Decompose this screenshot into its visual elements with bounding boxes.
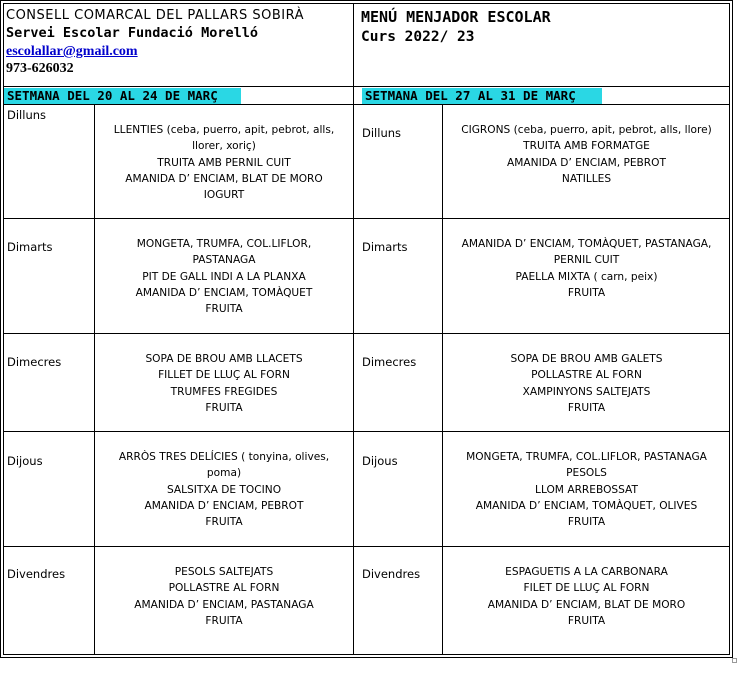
menu-title: MENÚ MENJADOR ESCOLAR — [361, 8, 551, 26]
dish-line: IOGURT — [203, 189, 245, 202]
dish-line: FRUITA — [205, 303, 243, 316]
dish-line: CIGRONS (ceba, puerro, apit, pebrot, alls, llore) — [461, 124, 712, 136]
dish-line: ESPAGUETIS A LA CARBONARA — [505, 566, 668, 578]
dish-line: PESOLS SALTEJATS — [174, 566, 274, 578]
dish-line: MONGETA, TRUMFA, COL.LIFLOR, PASTANAGA — [466, 451, 707, 463]
day-label: Dimecres — [362, 355, 417, 369]
dish-line: FRUITA — [567, 516, 606, 529]
week-bar-divider — [4, 104, 730, 105]
dish-line: poma) — [206, 467, 242, 480]
dish-line: LLENTIES (ceba, puerro, apit, pebrot, alls, — [113, 124, 335, 136]
week-2-title: SETMANA DEL 27 AL 31 DE MARÇ — [362, 88, 602, 104]
day-dishes — [95, 449, 353, 530]
day-dishes — [443, 122, 730, 187]
dish-line: POLLASTRE AL FORN — [168, 582, 280, 595]
resize-handle[interactable] — [732, 658, 737, 663]
dish-line: FRUITA — [205, 516, 243, 529]
day-label: Dilluns — [7, 108, 47, 122]
phone-number: 973-626032 — [6, 61, 74, 76]
dish-line: TRUITA AMB PERNIL CUIT — [157, 156, 291, 169]
dish-line: FRUITA — [205, 401, 243, 414]
header-divider — [4, 86, 730, 87]
day-dishes — [95, 564, 353, 629]
day-dishes — [443, 351, 730, 416]
day-dishes — [443, 564, 730, 629]
week-1-title: SETMANA DEL 20 AL 24 DE MARÇ — [4, 88, 241, 104]
dish-line: FILET DE LLUÇ AL FORN — [523, 582, 650, 595]
day-label: Dijous — [7, 454, 43, 468]
dish-line: AMANIDA D’ ENCIAM, BLAT DE MORO — [125, 172, 323, 185]
dish-line: AMANIDA D’ ENCIAM, PEBROT — [144, 499, 304, 512]
dish-line: TRUITA AMB FORMATGE — [523, 140, 650, 153]
dish-line: AMANIDA D’ ENCIAM, TOMÀQUET, PASTANAGA, — [461, 238, 712, 250]
day-label: Dijous — [362, 454, 398, 468]
dish-line: XAMPINYONS SALTEJATS — [522, 385, 651, 398]
dish-line: PAELLA MIXTA ( carn, peix) — [515, 270, 658, 283]
day-label: Dimecres — [7, 355, 62, 369]
day-dishes — [443, 449, 730, 530]
dish-line: SOPA DE BROU AMB LLACETS — [145, 353, 303, 365]
dish-line: LLOM ARREBOSSAT — [535, 483, 638, 496]
center-divider — [353, 4, 354, 654]
day-dishes — [95, 236, 353, 317]
row-divider — [4, 333, 730, 334]
dish-line: FILLET DE LLUÇ AL FORN — [158, 369, 290, 382]
day-label: Divendres — [362, 567, 421, 581]
dish-line: MONGETA, TRUMFA, COL.LIFLOR, — [136, 238, 312, 250]
day-label: Dimarts — [7, 240, 53, 254]
dish-line: PESOLS — [566, 467, 607, 480]
course-year: Curs 2022/ 23 — [361, 29, 475, 45]
dish-line: AMANIDA D’ ENCIAM, TOMÀQUET — [135, 286, 313, 299]
day-dishes — [95, 122, 353, 203]
dish-line: PASTANAGA — [192, 254, 256, 267]
dish-line: llorer, xoriç) — [192, 140, 256, 153]
dish-line: POLLASTRE AL FORN — [531, 369, 642, 382]
day-dishes — [443, 236, 730, 301]
dish-line: PIT DE GALL INDI A LA PLANXA — [142, 270, 306, 283]
row-divider — [4, 218, 730, 219]
dish-line: FRUITA — [567, 401, 606, 414]
dish-line: PERNIL CUIT — [553, 254, 620, 267]
day-label: Dilluns — [362, 126, 402, 140]
dish-line: TRUMFES FREGIDES — [170, 385, 278, 398]
dish-line: AMANIDA D’ ENCIAM, TOMÀQUET, OLIVES — [475, 499, 698, 512]
day-label: Dimarts — [362, 240, 408, 254]
menu-header — [361, 7, 551, 47]
service-name: Servei Escolar Fundació Morelló — [6, 25, 258, 41]
email-link[interactable]: escolallar@gmail.com — [6, 44, 138, 59]
row-divider — [4, 546, 730, 547]
organization-header — [6, 7, 352, 77]
organization-name: CONSELL COMARCAL DEL PALLARS SOBIRÀ — [6, 8, 304, 23]
dish-line: SALSITXA DE TOCINO — [166, 483, 282, 496]
dish-line: AMANIDA D’ ENCIAM, BLAT DE MORO — [487, 598, 686, 611]
day-label: Divendres — [7, 567, 66, 581]
dish-line: SOPA DE BROU AMB GALETS — [510, 353, 663, 365]
dish-line: AMANIDA D’ ENCIAM, PASTANAGA — [134, 598, 314, 611]
row-divider — [4, 431, 730, 432]
dish-line: FRUITA — [205, 614, 243, 627]
dish-line: FRUITA — [567, 286, 606, 299]
dish-line: ARRÒS TRES DELÍCIES ( tonyina, olives, — [118, 451, 330, 463]
dish-line: AMANIDA D’ ENCIAM, PEBROT — [507, 156, 666, 169]
dish-line: FRUITA — [567, 614, 606, 627]
dish-line: NATILLES — [561, 172, 612, 185]
day-dishes — [95, 351, 353, 416]
